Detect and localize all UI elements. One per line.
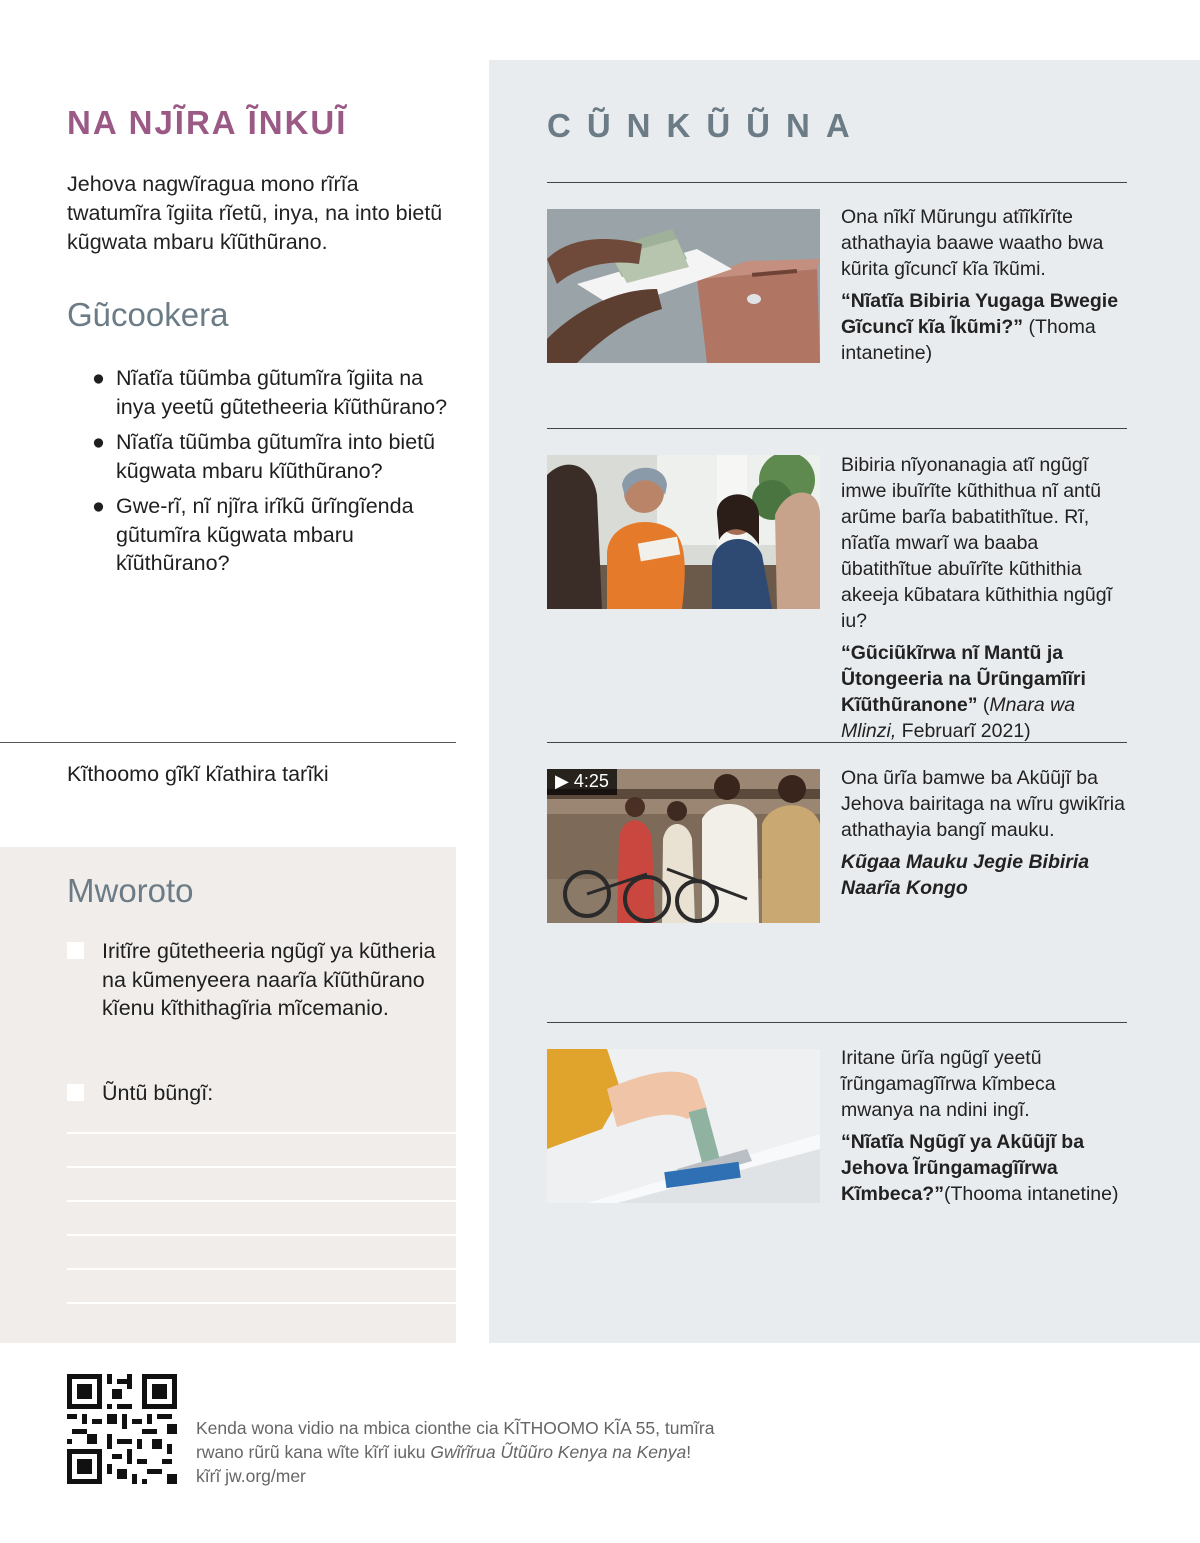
completion-date-label: Kĩthoomo gĩkĩ kĩathira tarĩki (67, 762, 329, 786)
bullet-icon: ● (92, 494, 105, 518)
goal-item-text: Iritĩre gũtetheeria ngũgĩ ya kũtheria na kũmenyeera naarĩa kĩũthũrano kĩenu kĩthithagĩria mĩcemanio. (102, 939, 436, 1020)
item-description: Bibiria nĩyonanagia atĩ ngũgĩ imwe ibuĩrĩte kũthithua nĩ antũ arũme barĩa babatithĩtue. Rĩ, nĩatĩa mwarĩ wa baaba ũbatithĩtue abuĩrĩte kũthithia akeeja kũbatara kũthithia ngũgĩ iu? (841, 454, 1113, 632)
link-source: (Thoma intanetine) (841, 316, 1096, 364)
writing-line[interactable] (67, 1166, 456, 1168)
bullet-icon: ● (92, 366, 105, 390)
book-title: Gwĩrĩrua Ũtũũro Kenya na Kenya (430, 1442, 687, 1462)
video-thumbnail[interactable] (547, 769, 820, 923)
section-divider (0, 742, 456, 743)
item-divider (547, 1022, 1127, 1023)
goal-item (67, 1079, 437, 1108)
item-link[interactable] (841, 288, 1131, 366)
explore-item (841, 204, 1131, 366)
review-question-list (92, 364, 462, 585)
goal-title: Mworoto (67, 872, 194, 909)
explore-item (841, 452, 1131, 744)
review-question: ● Nĩatĩa tũũmba gũtumĩra ĩgiita na inya yeetũ gũtetheeria kĩũthũrano? (92, 366, 448, 419)
writing-line[interactable] (67, 1132, 456, 1134)
item-link[interactable] (841, 1129, 1131, 1207)
link-title[interactable]: “Gũciũkĩrwa nĩ Mantũ ja Ũtongeeria na Ũrũngamĩĩri Kĩũthũranone” (841, 642, 1086, 716)
play-icon: ▶ (555, 771, 569, 791)
summary-title: NA NJĨRA ĨNKUĨ (67, 104, 348, 141)
goal-checkbox[interactable] (67, 942, 84, 959)
explore-title: CŨNKŨŨNA (547, 107, 866, 144)
writing-line[interactable] (67, 1200, 456, 1202)
explore-item (841, 765, 1131, 901)
video-duration: 4:25 (573, 771, 609, 791)
link-source-title: Mnara wa Mlinzi, (841, 694, 1076, 742)
writing-line[interactable] (67, 1302, 456, 1304)
link-title[interactable]: Kũgaa Mauku Jegie Bibiria Naarĩa Kongo (841, 851, 1090, 899)
item-divider (547, 182, 1127, 183)
writing-line[interactable] (67, 1234, 456, 1236)
review-question: ● Gwe-rĩ, nĩ njĩra irĩkũ ũrĩngĩenda gũtumĩra kũgwata mbaru kĩũthũrano? (92, 494, 414, 575)
writing-line[interactable] (67, 1268, 456, 1270)
goal-item-text: Ũntũ bũngĩ: (102, 1081, 214, 1105)
item-description: Ona ũrĩa bamwe ba Akũũjĩ ba Jehova bairitaga na wĩru gwikĩria athathayia bangĩ mauku. (841, 767, 1125, 841)
item-divider (547, 742, 1127, 743)
item-description: Ona nĩkĩ Mũrungu atĩĩkĩrĩte athathayia baawe waatho bwa kũrita gĩcuncĩ kĩa ĩkũmi. (841, 206, 1104, 280)
goal-checkbox[interactable] (67, 1084, 84, 1101)
bible-study-image[interactable] (547, 455, 820, 609)
item-link[interactable]: “Gũciũkĩrwa nĩ Mantũ ja Ũtongeeria na Ũrũngamĩĩri Kĩũthũranone” (Mnara wa Mlinzi, Februarĩ 2021) (841, 642, 1086, 742)
tithe-image[interactable] (547, 209, 820, 363)
explore-item (841, 1045, 1131, 1207)
item-divider (547, 428, 1127, 429)
review-question: ● Nĩatĩa tũũmba gũtumĩra into bietũ kũgwata mbaru kĩũthũrano? (92, 430, 436, 483)
qr-code-icon[interactable] (67, 1374, 177, 1484)
link-title[interactable]: “Nĩatĩa Bibiria Yugaga Bwegie Gĩcuncĩ kĩa Ĩkũmi?” (841, 290, 1119, 338)
item-link[interactable] (841, 849, 1131, 901)
video-duration-badge (547, 769, 617, 795)
link-title[interactable]: “Nĩatĩa Ngũgĩ ya Akũũjĩ ba Jehova Ĩrũngamagĩĩrwa Kĩmbeca?” (841, 1131, 1085, 1205)
footer-text: Kenda wona vidio na mbica cionthe cia KĨTHOOMO KĨA 55, tumĩra rwano rũrũ kana wĩte kĩrĩ iuku Gwĩrĩrua Ũtũũro Kenya na Kenya! kĩrĩ jw.org/mer (196, 1418, 715, 1486)
link-source: Februarĩ 2021) (896, 720, 1031, 742)
summary-text: Jehova nagwĩragua mono rĩrĩa twatumĩra ĩgiita rĩetũ, inya, na into bietũ kũgwata mbaru kĩũthũrano. (67, 172, 443, 254)
review-title: Gũcookera (67, 296, 229, 333)
link-source: (Thooma intanetine) (943, 1183, 1119, 1205)
donation-image[interactable] (547, 1049, 820, 1203)
item-description: Iritane ũrĩa ngũgĩ yeetũ ĩrũngamagĩĩrwa kĩmbeca mwanya na ndini ingĩ. (841, 1047, 1056, 1121)
bullet-icon: ● (92, 430, 105, 454)
goal-item (67, 937, 437, 1023)
